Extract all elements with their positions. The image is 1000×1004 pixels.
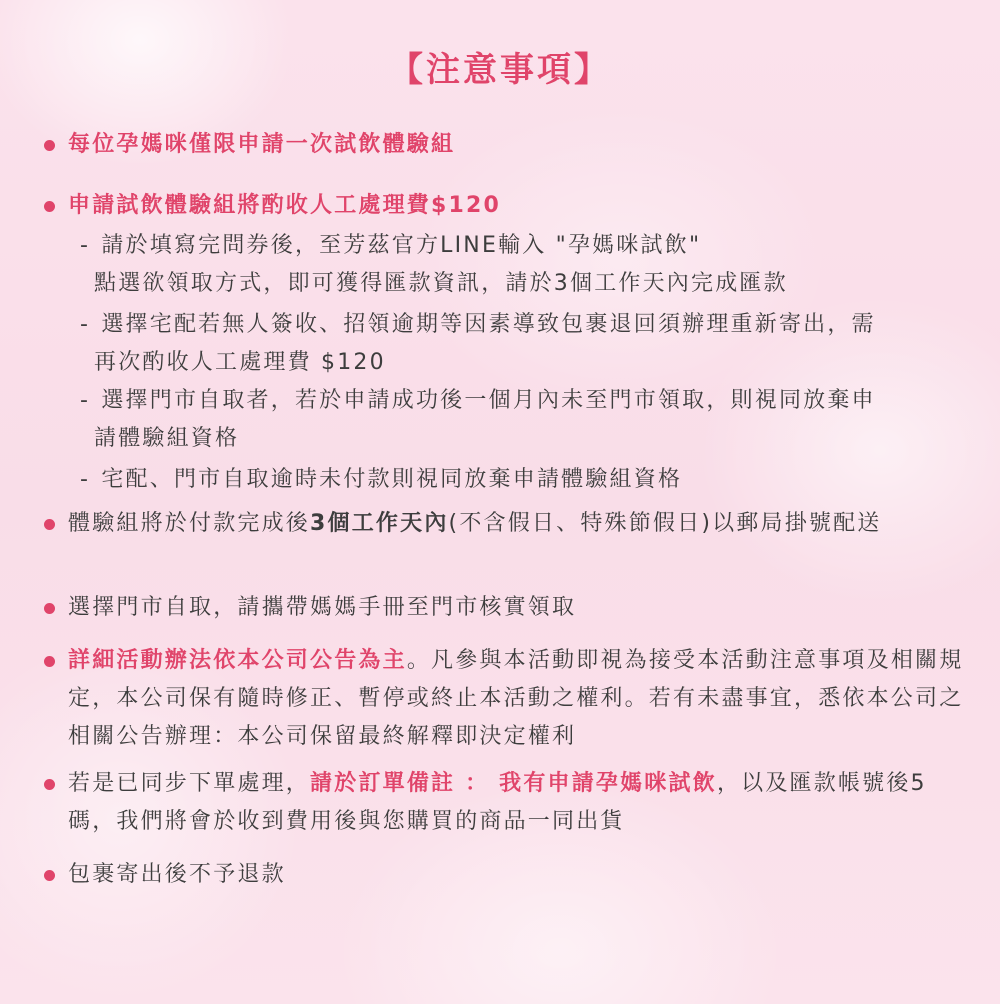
dash-icon: - [80, 467, 91, 492]
notice-item-2-text: 申請試飲體驗組將酌收人工處理費$120 [68, 193, 502, 218]
notice-item-6-part1: 若是已同步下單處理， [68, 771, 311, 796]
page-title: 【注意事項】 [389, 50, 611, 90]
sub-item-3-line2: 請體驗組資格 [94, 426, 240, 451]
notice-item-5-part2: 。凡參與本活動即視為接受本活動注意事項及相關規定，本公司保有隨時修正、暫停或終止本活動之權利。若有未盡事宜，悉依本公司之相關公告辦理：本公司保留最終解釋即決定權利 [68, 648, 964, 749]
notice-item-7-text: 包裹寄出後不予退款 [68, 862, 286, 887]
bullet-dot-icon [44, 519, 55, 530]
notice-item-4-text: 選擇門市自取，請攜帶媽媽手冊至門市核實領取 [68, 595, 577, 620]
sub-item-2-line1: 選擇宅配若無人簽收、招領逾期等因素導致包裹退回須辦理重新寄出，需 [101, 312, 876, 337]
sub-item-1-line1: 請於填寫完問券後，至芳茲官方LINE輸入 "孕媽咪試飲" [101, 233, 702, 258]
dash-icon: - [80, 312, 91, 337]
sub-item-2-line2: 再次酌收人工處理費 $120 [94, 350, 386, 375]
notice-item-6-part3: ，以及匯款帳號後5碼，我們將會於收到費用後與您購買的商品一同出貨 [68, 771, 927, 834]
notice-item-3-bold: 3個工作天內 [310, 511, 449, 536]
notice-item-3 [68, 505, 968, 543]
notice-item-3-part3: (不含假日、特殊節假日)以郵局掛號配送 [448, 511, 882, 536]
notice-item-4 [68, 589, 968, 627]
notice-item-2 [68, 187, 968, 225]
notice-item-5-bold: 詳細活動辦法依本公司公告為主 [68, 648, 407, 673]
bullet-dot-icon [44, 603, 55, 614]
sub-item-2 [80, 306, 984, 382]
sub-item-1 [80, 227, 984, 303]
bullet-dot-icon [44, 779, 55, 790]
notice-item-6-bold: 請於訂單備註 ： 我有申請孕媽咪試飲 [310, 771, 717, 796]
bullet-dot-icon [44, 656, 55, 667]
bullet-dot-icon [44, 201, 55, 212]
bullet-dot-icon [44, 870, 55, 881]
bullet-dot-icon [44, 140, 55, 151]
sub-item-3 [80, 382, 984, 458]
notice-item-1 [68, 126, 968, 164]
sub-item-3-line1: 選擇門市自取者，若於申請成功後一個月內未至門市領取，則視同放棄申 [101, 388, 876, 413]
notice-item-5 [68, 642, 968, 756]
sub-item-4-line1: 宅配、門市自取逾時未付款則視同放棄申請體驗組資格 [101, 467, 683, 492]
notice-item-1-text: 每位孕媽咪僅限申請一次試飲體驗組 [68, 132, 456, 157]
notice-item-7 [68, 856, 968, 894]
notice-item-6 [68, 765, 968, 841]
notice-item-3-part1: 體驗組將於付款完成後 [68, 511, 311, 536]
dash-icon: - [80, 233, 91, 258]
sub-item-4 [80, 461, 984, 499]
dash-icon: - [80, 388, 91, 413]
sub-item-1-line2: 點選欲領取方式，即可獲得匯款資訊，請於3個工作天內完成匯款 [94, 271, 788, 296]
